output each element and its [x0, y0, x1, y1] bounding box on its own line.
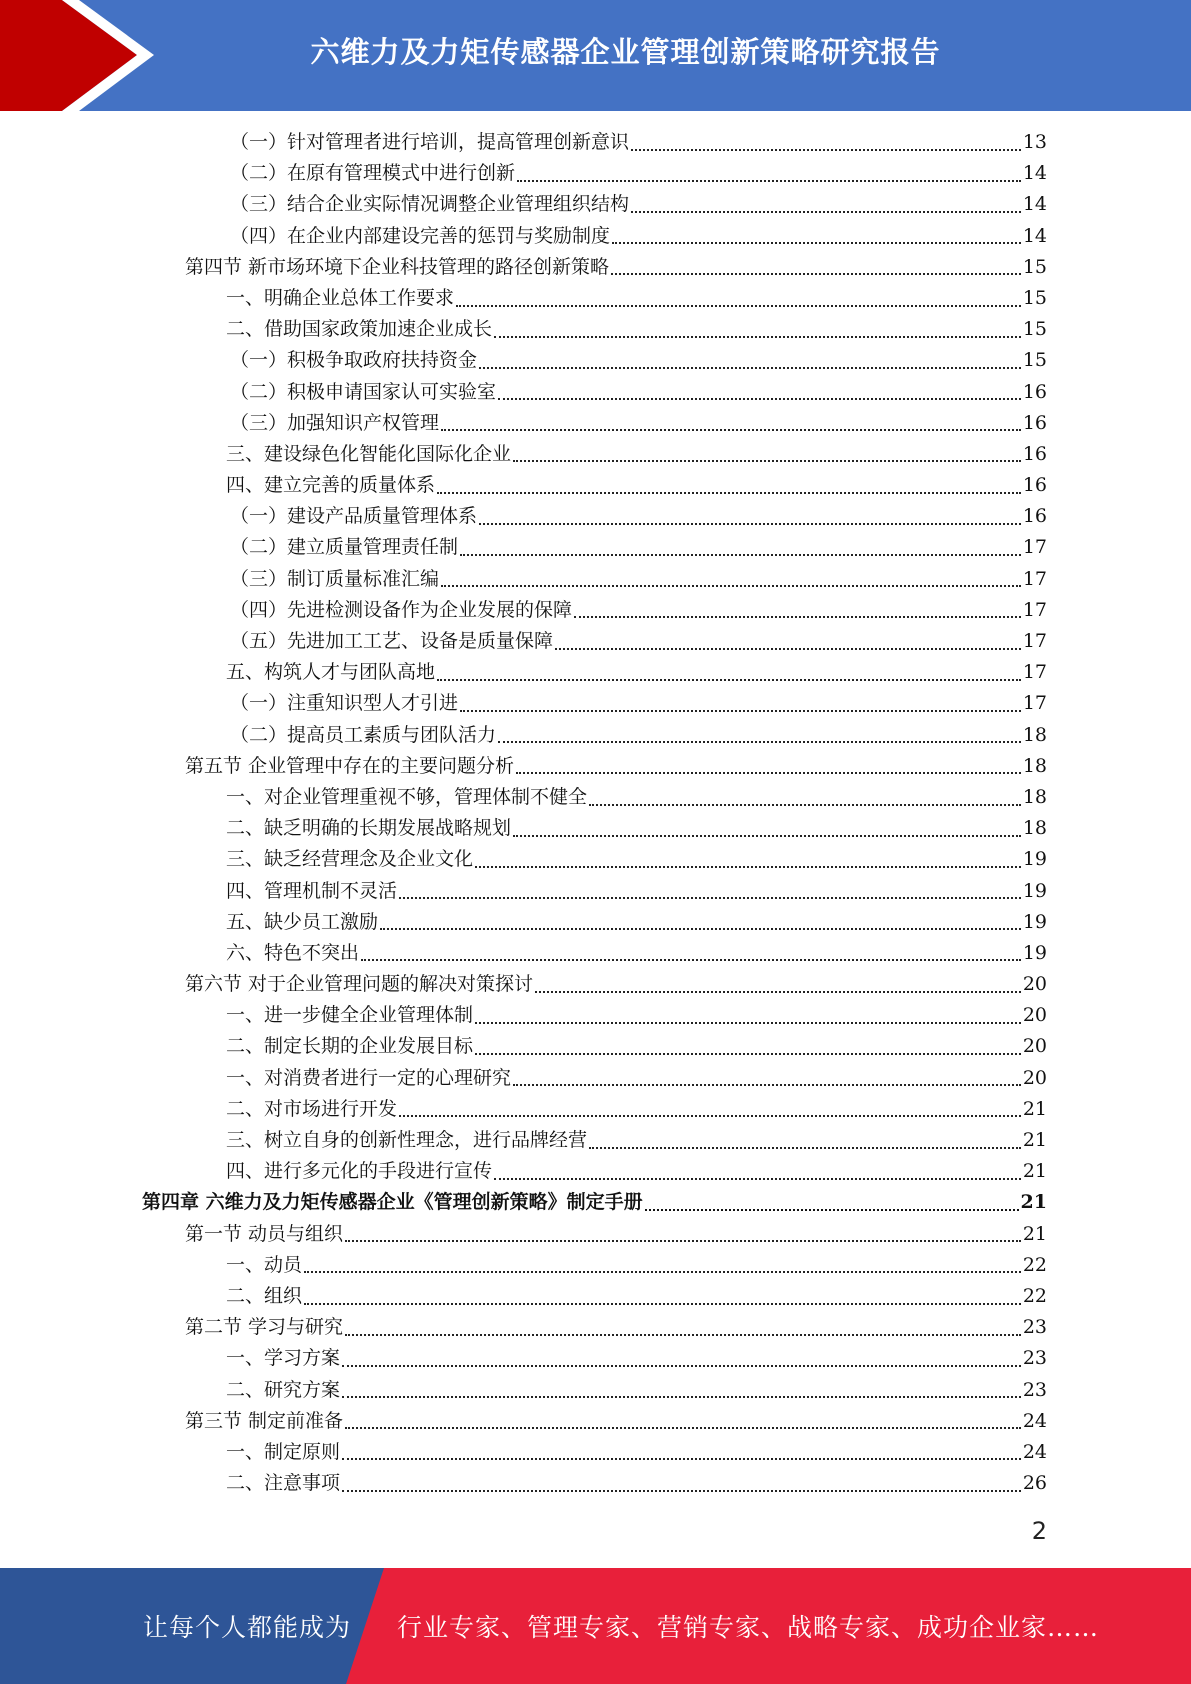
toc-entry-title: （二）在原有管理模式中进行创新: [230, 162, 516, 185]
toc-entry-title: 五、构筑人才与团队高地: [226, 661, 436, 684]
footer-slogan-right: 行业专家、管理专家、营销专家、战略专家、成功企业家……: [397, 1613, 1100, 1642]
toc-entry-page: 22: [1022, 1253, 1047, 1276]
toc-entry-item[interactable]: [0, 1156, 1191, 1187]
toc-entry-title: 第二节 学习与研究: [185, 1316, 344, 1339]
toc-entry-page: 21: [1022, 1222, 1047, 1245]
toc-dot-leader: [479, 523, 1021, 525]
toc-dot-leader: [513, 1084, 1021, 1086]
toc-entry-page: 16: [1022, 474, 1047, 497]
toc-entry-page: 17: [1022, 536, 1047, 559]
toc-dot-leader: [513, 835, 1021, 837]
toc-entry-page: 20: [1022, 1066, 1047, 1089]
toc-entry-item[interactable]: [0, 938, 1191, 969]
toc-entry-page: 16: [1022, 442, 1047, 465]
toc-entry-title: 四、进行多元化的手段进行宣传: [226, 1160, 493, 1183]
toc-entry-page: 18: [1022, 723, 1047, 746]
toc-dot-leader: [399, 897, 1021, 899]
toc-entry-page: 21: [1020, 1191, 1047, 1214]
toc-entry-title: 第四章 六维力及力矩传感器企业《管理创新策略》制定手册: [142, 1191, 643, 1214]
toc-entry-title: 第四节 新市场环境下企业科技管理的路径创新策略: [185, 255, 610, 278]
toc-entry-title: （三）加强知识产权管理: [230, 411, 440, 434]
toc-entry-title: 三、树立自身的创新性理念，进行品牌经营: [226, 1129, 588, 1151]
toc-dot-leader: [574, 616, 1021, 618]
toc-entry-title: （四）在企业内部建设完善的惩罚与奖励制度: [230, 224, 611, 247]
toc-dot-leader: [494, 1178, 1021, 1180]
toc-entry-chapter[interactable]: [0, 1187, 1191, 1218]
toc-entry-title: （三）制订质量标准汇编: [230, 567, 440, 590]
toc-dot-leader: [611, 273, 1021, 275]
toc-entry-page: 16: [1022, 505, 1047, 528]
toc-entry-page: 16: [1022, 380, 1047, 403]
toc-entry-title: 一、动员: [226, 1253, 303, 1276]
toc-entry-page: 15: [1022, 318, 1047, 341]
toc-entry-item[interactable]: [0, 844, 1191, 875]
toc-entry-page: 23: [1022, 1347, 1047, 1370]
toc-dot-leader: [631, 149, 1021, 151]
toc-entry-page: 21: [1022, 1129, 1047, 1151]
toc-dot-leader: [441, 429, 1021, 431]
toc-entry-page: 20: [1022, 1035, 1047, 1058]
toc-entry-page: 21: [1022, 1160, 1047, 1183]
toc-entry-section[interactable]: [0, 1312, 1191, 1343]
toc-dot-leader: [631, 211, 1021, 213]
toc-entry-title: 三、建设绿色化智能化国际化企业: [226, 442, 512, 465]
toc-dot-leader: [589, 1147, 1021, 1149]
toc-entry-page: 23: [1022, 1378, 1047, 1401]
toc-entry-title: 一、学习方案: [226, 1347, 341, 1370]
toc-entry-page: 17: [1022, 598, 1047, 621]
toc-entry-item[interactable]: [0, 1375, 1191, 1406]
toc-entry-page: 17: [1022, 567, 1047, 590]
toc-entry-title: 一、对消费者进行一定的心理研究: [226, 1066, 512, 1089]
toc-entry-sub[interactable]: [0, 595, 1191, 626]
toc-entry-title: 第五节 企业管理中存在的主要问题分析: [185, 754, 515, 777]
toc-entry-page: 14: [1022, 224, 1047, 247]
toc-dot-leader: [441, 585, 1021, 587]
toc-entry-title: 五、缺少员工激励: [226, 910, 379, 933]
toc-entry-page: 24: [1022, 1440, 1047, 1463]
toc-dot-leader: [517, 180, 1021, 182]
toc-dot-leader: [342, 1490, 1021, 1492]
toc-entry-item[interactable]: [0, 1000, 1191, 1031]
toc-entry-sub[interactable]: [0, 626, 1191, 657]
toc-entry-item[interactable]: [0, 1437, 1191, 1468]
toc-entry-title: 二、组织: [226, 1284, 303, 1307]
toc-dot-leader: [555, 648, 1021, 650]
toc-entry-page: 15: [1022, 286, 1047, 309]
toc-entry-item[interactable]: [0, 876, 1191, 907]
toc-dot-leader: [498, 398, 1021, 400]
toc-dot-leader: [345, 1427, 1021, 1429]
toc-entry-sub[interactable]: [0, 127, 1191, 158]
toc-entry-page: 18: [1022, 754, 1047, 777]
toc-dot-leader: [437, 679, 1021, 681]
toc-entry-sub[interactable]: [0, 377, 1191, 408]
toc-entry-item[interactable]: [0, 782, 1191, 813]
toc-entry-page: 16: [1022, 411, 1047, 434]
toc-entry-sub[interactable]: [0, 720, 1191, 751]
toc-entry-title: 一、对企业管理重视不够，管理体制不健全: [226, 785, 588, 808]
toc-dot-leader: [612, 242, 1021, 244]
toc-entry-title: 三、缺乏经营理念及企业文化: [226, 848, 474, 871]
toc-entry-item[interactable]: [0, 1250, 1191, 1281]
toc-entry-sub[interactable]: [0, 501, 1191, 532]
toc-entry-page: 17: [1022, 661, 1047, 684]
toc-dot-leader: [456, 305, 1021, 307]
toc-entry-page: 19: [1022, 879, 1047, 902]
toc-entry-title: （一）注重知识型人才引进: [230, 692, 459, 715]
toc-entry-sub[interactable]: [0, 564, 1191, 595]
chevron-arrow-icon: [0, 0, 160, 111]
page-number: 2: [1031, 1517, 1047, 1545]
toc-dot-leader: [516, 772, 1021, 774]
toc-entry-item[interactable]: [0, 1094, 1191, 1125]
toc-entry-item[interactable]: [0, 470, 1191, 501]
toc-dot-leader: [475, 866, 1021, 868]
toc-entry-page: 19: [1022, 910, 1047, 933]
toc-dot-leader: [345, 1334, 1021, 1336]
toc-entry-title: （四）先进检测设备作为企业发展的保障: [230, 598, 573, 621]
toc-entry-section[interactable]: [0, 252, 1191, 283]
toc-entry-title: 二、研究方案: [226, 1378, 341, 1401]
toc-dot-leader: [304, 1271, 1021, 1273]
toc-entry-section[interactable]: [0, 969, 1191, 1000]
toc-dot-leader: [380, 928, 1021, 930]
toc-entry-item[interactable]: [0, 439, 1191, 470]
toc-entry-title: 二、借助国家政策加速企业成长: [226, 318, 493, 341]
toc-entry-item[interactable]: [0, 283, 1191, 314]
toc-entry-title: （二）积极申请国家认可实验室: [230, 380, 497, 403]
toc-dot-leader: [342, 1365, 1021, 1367]
footer-slogan-left: 让每个人都能成为: [143, 1613, 352, 1642]
toc-entry-page: 19: [1022, 848, 1047, 871]
toc-entry-title: 一、制定原则: [226, 1440, 341, 1463]
toc-dot-leader: [475, 1053, 1021, 1055]
toc-entry-title: 六、特色不突出: [226, 941, 360, 964]
toc-entry-page: 13: [1022, 131, 1047, 153]
toc-entry-sub[interactable]: [0, 688, 1191, 719]
toc-entry-item[interactable]: [0, 314, 1191, 345]
toc-entry-page: 20: [1022, 1004, 1047, 1027]
toc-entry-page: 17: [1022, 630, 1047, 652]
toc-dot-leader: [460, 710, 1021, 712]
table-of-contents: [0, 127, 1191, 1499]
toc-dot-leader: [437, 492, 1021, 494]
toc-dot-leader: [475, 1022, 1021, 1024]
toc-entry-title: 四、管理机制不灵活: [226, 879, 398, 902]
toc-entry-title: （二）提高员工素质与团队活力: [230, 723, 497, 746]
toc-entry-title: 一、进一步健全企业管理体制: [226, 1004, 474, 1027]
toc-entry-sub[interactable]: [0, 221, 1191, 252]
toc-entry-section[interactable]: [0, 751, 1191, 782]
toc-entry-title: 第六节 对于企业管理问题的解决对策探讨: [185, 973, 534, 996]
toc-dot-leader: [589, 804, 1021, 806]
toc-dot-leader: [345, 1240, 1021, 1242]
toc-entry-page: 26: [1022, 1472, 1047, 1495]
toc-entry-title: 二、缺乏明确的长期发展战略规划: [226, 817, 512, 840]
toc-entry-page: 18: [1022, 785, 1047, 808]
toc-dot-leader: [304, 1303, 1021, 1305]
toc-dot-leader: [479, 367, 1021, 369]
toc-entry-page: 17: [1022, 692, 1047, 715]
toc-entry-item[interactable]: [0, 1031, 1191, 1062]
toc-dot-leader: [494, 336, 1021, 338]
toc-entry-sub[interactable]: [0, 532, 1191, 563]
page-footer: [0, 1568, 1191, 1684]
toc-entry-page: 20: [1022, 973, 1047, 996]
header-title: 六维力及力矩传感器企业管理创新策略研究报告: [310, 34, 941, 69]
toc-entry-title: 四、建立完善的质量体系: [226, 474, 436, 497]
toc-entry-item[interactable]: [0, 1343, 1191, 1374]
toc-dot-leader: [399, 1115, 1021, 1117]
toc-entry-page: 22: [1022, 1284, 1047, 1307]
toc-entry-item[interactable]: [0, 813, 1191, 844]
toc-entry-sub[interactable]: [0, 158, 1191, 189]
toc-entry-title: （一）针对管理者进行培训，提高管理创新意识: [230, 131, 630, 153]
toc-entry-page: 14: [1022, 162, 1047, 185]
toc-entry-page: 14: [1022, 193, 1047, 216]
toc-entry-title: 二、注意事项: [226, 1472, 341, 1495]
toc-dot-leader: [645, 1209, 1019, 1211]
toc-entry-title: （五）先进加工工艺、设备是质量保障: [230, 630, 554, 652]
toc-entry-title: （一）积极争取政府扶持资金: [230, 349, 478, 372]
toc-entry-title: （三）结合企业实际情况调整企业管理组织结构: [230, 193, 630, 216]
toc-entry-section[interactable]: [0, 1406, 1191, 1437]
toc-entry-page: 15: [1022, 255, 1047, 278]
toc-entry-title: （二）建立质量管理责任制: [230, 536, 459, 559]
toc-entry-title: （一）建设产品质量管理体系: [230, 505, 478, 528]
toc-entry-item[interactable]: [0, 1063, 1191, 1094]
toc-entry-title: 第一节 动员与组织: [185, 1222, 344, 1245]
toc-entry-sub[interactable]: [0, 408, 1191, 439]
toc-dot-leader: [535, 991, 1021, 993]
toc-entry-item[interactable]: [0, 1125, 1191, 1156]
toc-dot-leader: [342, 1396, 1021, 1398]
toc-entry-page: 21: [1022, 1097, 1047, 1120]
toc-entry-item[interactable]: [0, 1281, 1191, 1312]
toc-dot-leader: [460, 554, 1021, 556]
toc-entry-page: 18: [1022, 817, 1047, 840]
toc-entry-page: 24: [1022, 1409, 1047, 1432]
toc-dot-leader: [361, 959, 1021, 961]
toc-entry-page: 15: [1022, 349, 1047, 372]
toc-entry-title: 一、明确企业总体工作要求: [226, 286, 455, 309]
toc-entry-title: 第三节 制定前准备: [185, 1409, 344, 1432]
toc-entry-title: 二、对市场进行开发: [226, 1097, 398, 1120]
toc-dot-leader: [513, 460, 1021, 462]
toc-entry-item[interactable]: [0, 657, 1191, 688]
toc-dot-leader: [342, 1458, 1021, 1460]
page-header: [0, 0, 1191, 111]
toc-entry-item[interactable]: [0, 907, 1191, 938]
toc-entry-page: 23: [1022, 1316, 1047, 1339]
toc-entry-item[interactable]: [0, 1468, 1191, 1499]
toc-entry-page: 19: [1022, 941, 1047, 964]
toc-entry-sub[interactable]: [0, 189, 1191, 220]
toc-dot-leader: [498, 741, 1021, 743]
toc-entry-section[interactable]: [0, 1219, 1191, 1250]
toc-entry-sub[interactable]: [0, 345, 1191, 376]
toc-entry-title: 二、制定长期的企业发展目标: [226, 1035, 474, 1058]
